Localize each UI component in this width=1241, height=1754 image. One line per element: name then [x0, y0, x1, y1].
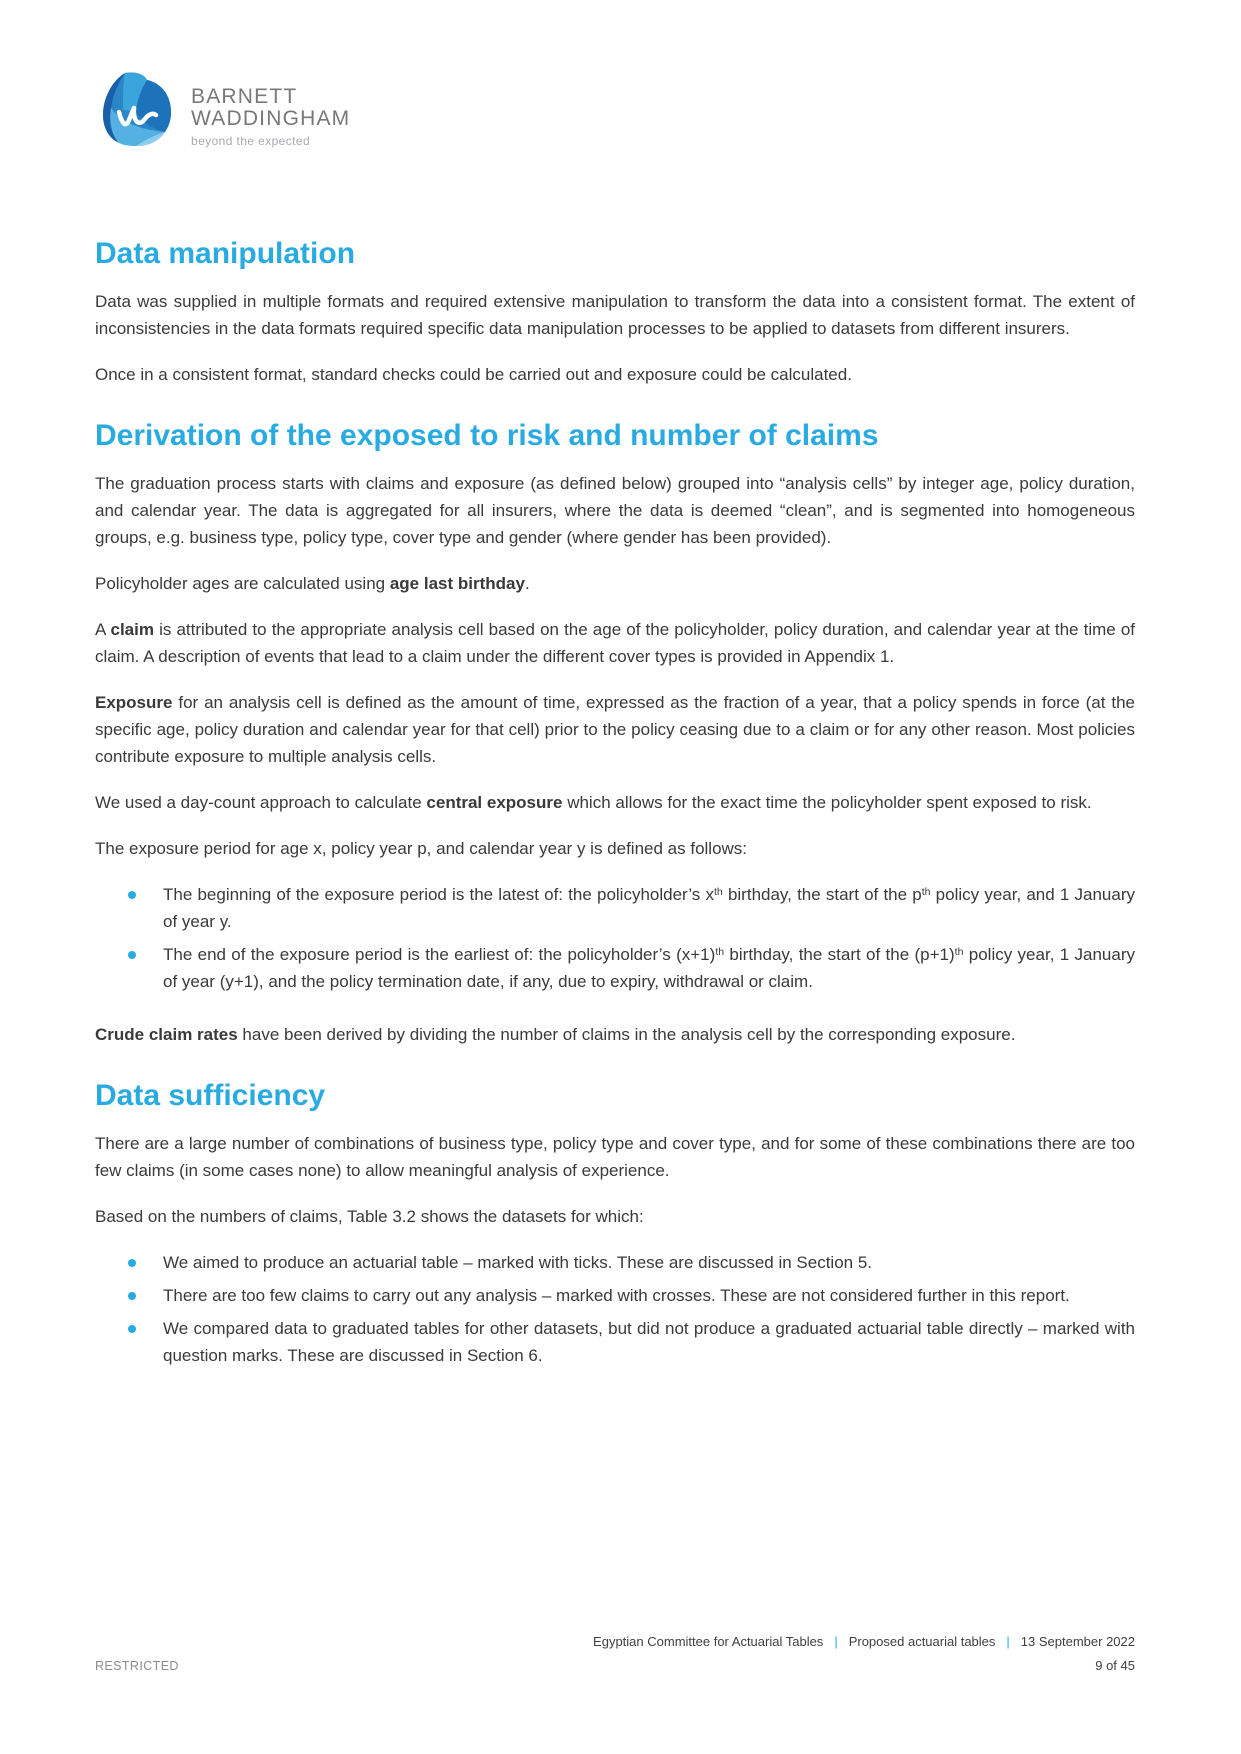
list-item-text: There are too few claims to carry out any analysis – marked with crosses. These are not considered further in this report. [163, 1286, 1070, 1305]
logo-name-line1: BARNETT [191, 85, 298, 108]
footer-separator: | [834, 1634, 838, 1649]
paragraph: The exposure period for age x, policy year p, and calendar year y is defined as follows: [95, 839, 748, 858]
company-logo [95, 70, 1135, 150]
bullet-icon [128, 1259, 136, 1267]
heading-data-sufficiency: Data sufficiency [95, 1079, 326, 1112]
paragraph: Data was supplied in multiple formats and required extensive manipulation to transform the data into a consistent format. The extent of inconsistencies in the data formats required specific data manipulation processes to be applied to datasets from different insurers. [95, 292, 1135, 338]
bullet-icon [128, 1325, 136, 1333]
heading-data-manipulation: Data manipulation [95, 237, 356, 270]
footer-date: 13 September 2022 [1020, 1634, 1135, 1649]
footer-bottom-row [95, 1658, 1135, 1673]
page-footer [95, 1634, 1135, 1673]
list-item [95, 941, 1135, 995]
list-item-text: We compared data to graduated tables for other datasets, but did not produce a graduated actuarial table directly – marked with question marks. These are discussed in Section 6. [163, 1319, 1135, 1365]
paragraph: Once in a consistent format, standard checks could be carried out and exposure could be calculated. [95, 365, 852, 384]
bullet-icon [128, 951, 136, 959]
paragraph: Exposure for an analysis cell is defined as the amount of time, expressed as the fraction of a year, that a policy spends in force (at the specific age, policy duration and calendar year for that cell) prior to the policy ceasing due to a claim or for any other reason. Most policies contribute exposure to multiple analysis cells. [95, 693, 1135, 766]
classification-label: RESTRICTED [95, 1659, 179, 1673]
paragraph: Crude claim rates have been derived by dividing the number of claims in the analysis cell by the corresponding exposure. [95, 1025, 1016, 1044]
barnett-waddingham-droplet-icon [95, 70, 183, 150]
footer-doc-subtitle: Proposed actuarial tables [848, 1634, 996, 1649]
bullet-icon [128, 1292, 136, 1300]
bullet-list-exposure-period [95, 881, 1135, 995]
paragraph: A claim is attributed to the appropriate analysis cell based on the age of the policyholder, policy duration, and calendar year at the time of claim. A description of events that lead to a claim under the different cover types is provided in Appendix 1. [95, 620, 1136, 666]
logo-tagline: beyond the expected [191, 134, 311, 148]
paragraph: Policyholder ages are calculated using age last birthday. [95, 574, 530, 593]
paragraph: There are a large number of combinations of business type, policy type and cover type, and for some of these combinations there are too few claims (in some cases none) to allow meaningful analysis of experience. [95, 1134, 1135, 1180]
logo-wordmark [191, 70, 350, 148]
list-item-text: The beginning of the exposure period is the latest of: the policyholder’s $x^{th}$ birthday, the start of the $p^{th}$ policy year, and 1 January of year y. [163, 885, 1135, 931]
paragraph: The graduation process starts with claims and exposure (as defined below) grouped into “analysis cells” by integer age, policy duration, and calendar year. The data is aggregated for all insurers, where the data is deemed “clean”, and is segmented into homogeneous groups, e.g. business type, policy type, cover type and gender (where gender has been provided). [95, 474, 1135, 547]
bullet-list-datasets [95, 1249, 1135, 1369]
paragraph: Based on the numbers of claims, Table 3.2 shows the datasets for which: [95, 1207, 644, 1226]
paragraph: We used a day-count approach to calculate central exposure which allows for the exact time the policyholder spent exposed to risk. [95, 793, 1092, 812]
logo-name-line2: WADDINGHAM [191, 107, 351, 130]
footer-meta [95, 1634, 1135, 1649]
list-item-text: The end of the exposure period is the earliest of: the policyholder’s $(x+1)^{th}$ birthday, the start of the $(p+1)^{th}$ policy year, 1 January of year (y+1), and the policy termination date, if any, due to expiry, withdrawal or claim. [163, 945, 1135, 991]
footer-separator: | [1006, 1634, 1010, 1649]
list-item [95, 1249, 1135, 1276]
list-item [95, 1282, 1135, 1309]
list-item [95, 881, 1135, 935]
footer-doc-title: Egyptian Committee for Actuarial Tables [593, 1634, 824, 1649]
list-item-text: We aimed to produce an actuarial table – marked with ticks. These are discussed in Section 5. [163, 1253, 873, 1272]
list-item [95, 1315, 1135, 1369]
page-number: 9 of 45 [1095, 1658, 1135, 1673]
heading-derivation: Derivation of the exposed to risk and number of claims [95, 419, 879, 452]
bullet-icon [128, 891, 136, 899]
